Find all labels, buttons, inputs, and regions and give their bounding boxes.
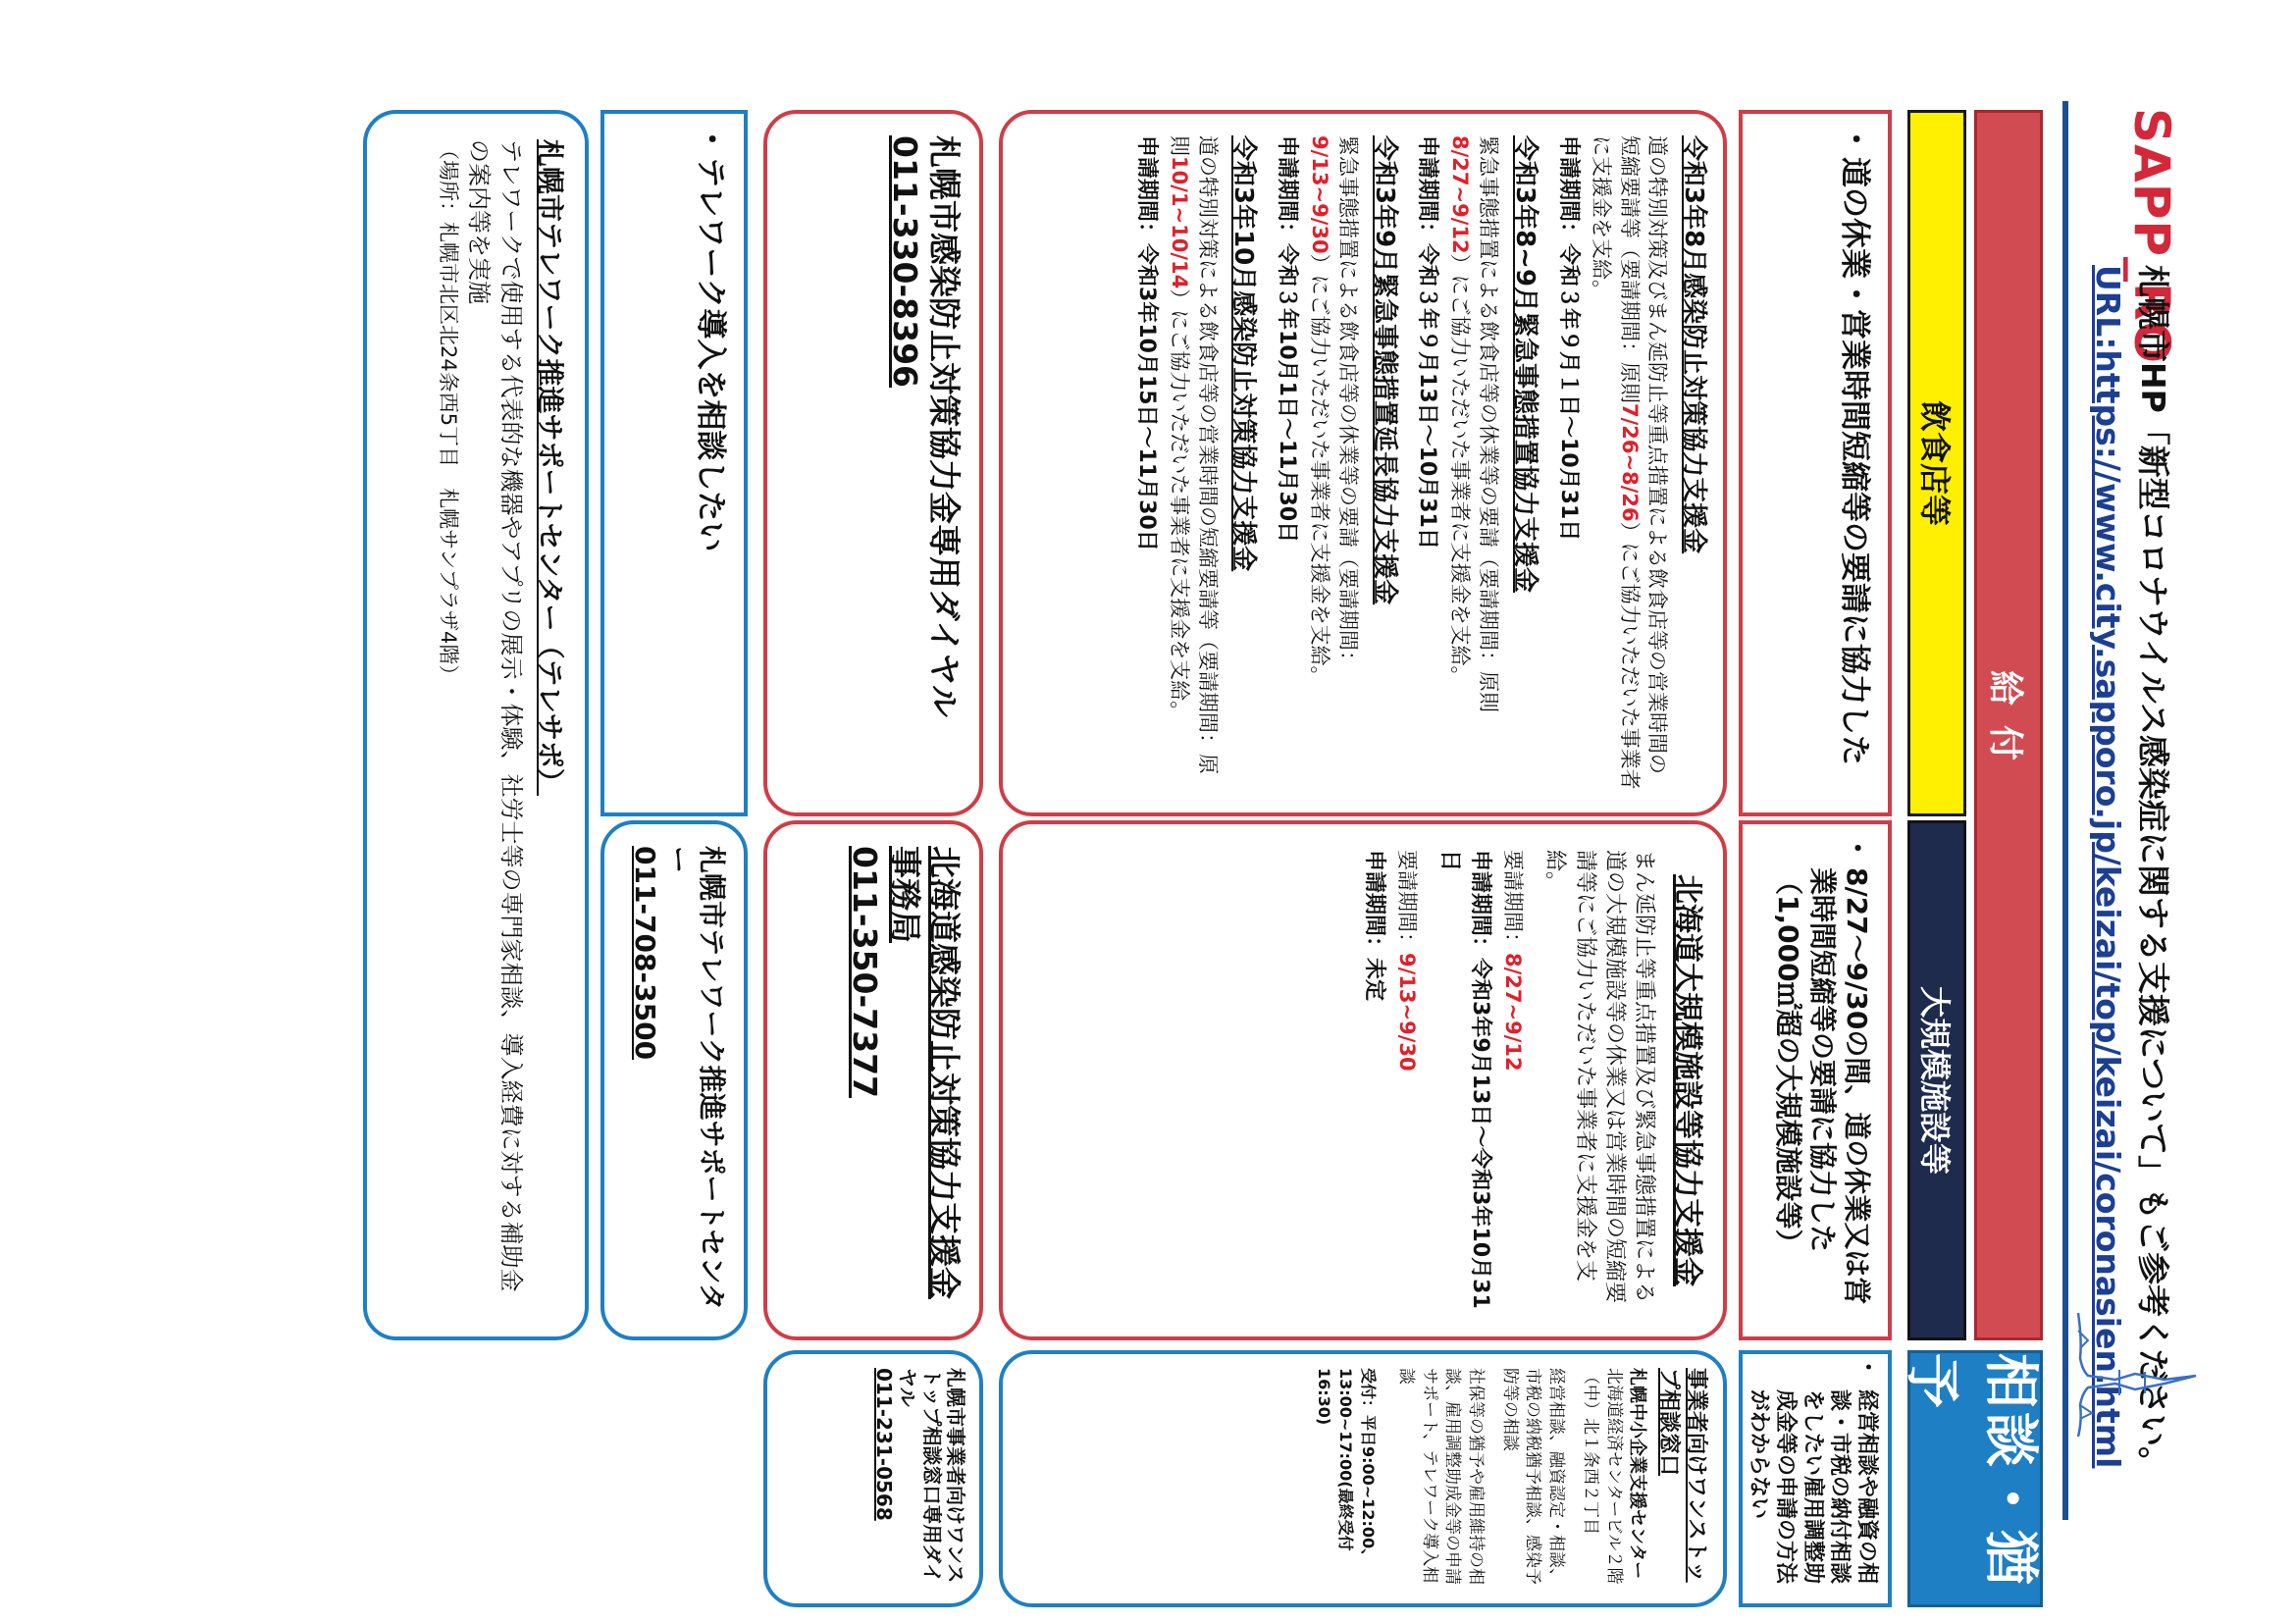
contact-phone[interactable]: 011-708-3500 (628, 846, 661, 1061)
application-label: 申請期間： (1361, 850, 1386, 959)
program-body: 緊急事態措置による飲食店等の休業等の要請（要請期間： (1336, 135, 1361, 671)
reference-url-link[interactable]: URL:https://www.city.sapporo.jp/keizai/top/keizai/coronasien.html (2089, 265, 2127, 1469)
inshoku-programs-panel (999, 110, 1727, 816)
program-body: 道の特別対策による飲食店等の営業時間の短縮要請等（要請期間：原則 (1167, 135, 1220, 774)
kyufu-band: 給付 (1974, 110, 2043, 1340)
service-list-a: 経営相談、融資認定・相談、市税の納税猶予相談、感染予防等の相談 (1500, 1368, 1566, 1585)
telework-contact-box (600, 820, 748, 1340)
program-location: （場所：札幌市北区北24条西5丁目 札幌サンプラザ4階） (436, 139, 460, 686)
daikibo-condition: ・ 8/27～9/30の間、道の休業又は営業時間短縮等の要請に協力した（1,000㎡超の大規模施設等） (1771, 842, 1874, 1319)
sodan-band: 相談・猶予 (1907, 1350, 2043, 1607)
application-period: 令和３年９月１日～10月31日 (1555, 243, 1581, 542)
daikibo-band: 大規模施設等 (1907, 820, 1966, 1340)
daikibo-program-panel (999, 820, 1727, 1340)
program-body-end: ）にご協力いただいた事業者に支援金を支給。 (1167, 288, 1191, 722)
telework-panel (363, 110, 589, 1340)
request-period: 8/27~9/12 (1448, 135, 1473, 254)
program-body-end: ）にご協力いただいた事業者に支援金を支給。 (1589, 135, 1642, 790)
center-name: 札幌中小企業支援センター (1627, 1368, 1647, 1580)
inshoku-condition: ・ 道の休業・営業時間短縮等の要請に協力した (1835, 131, 1874, 795)
program-item (1130, 135, 1259, 791)
program-title: 令和3年9月緊急事態措置延長協力支援金 (1369, 135, 1399, 605)
program-item (1271, 135, 1399, 791)
program-body-end: ）にご協力いただいた事業者に支援金を支給。 (1448, 253, 1473, 687)
onestop-contact-box (763, 1350, 983, 1607)
application-label: 申請期間： (1467, 850, 1492, 959)
application-period: 令和３年10月1日～11月30日 (1275, 243, 1300, 544)
application-label: 申請期間： (1415, 135, 1440, 244)
program-body: 道の特別対策及びまん延防止等重点措置による飲食店等の営業時間の短縮要請等（要請期間：原則 (1617, 135, 1670, 774)
hp-reference-note: 札幌市HP「新型コロナウイルス感染症に関する支援について」もご参考ください。 (2134, 265, 2172, 1480)
program-title: 令和3年10月感染防止対策協力支援金 (1228, 135, 1259, 572)
program-title: 札幌市テレワーク推進サポートセンター（テレサポ） (534, 139, 566, 796)
program-item (1552, 135, 1709, 791)
onestop-panel (999, 1350, 1727, 1607)
daikibo-contact-box (763, 820, 983, 1340)
inshoku-condition-box (1739, 110, 1892, 816)
program-body-end: ）にご協力いただいた事業者に支援金を支給。 (1308, 253, 1332, 687)
application-period: 令和3年10月15日～11月30日 (1133, 243, 1159, 551)
onestop-condition-box (1739, 1350, 1892, 1607)
inshoku-contact-box (763, 110, 983, 816)
application-period: 令和3年9月13日～令和3年10月31日 (1436, 850, 1492, 1309)
daikibo-condition-box (1739, 820, 1892, 1340)
program-body: まん延防止等重点措置及び緊急事態措置による道の大規模施設等の休業又は営業時間の短縮要請等にご協力いただいた事業者に支援金を支給。 (1542, 850, 1657, 1304)
telework-condition-box (600, 110, 748, 816)
request-period: 8/27~9/12 (1501, 953, 1526, 1072)
telework-condition: ・ テレワーク導入を相談したい (691, 131, 730, 795)
request-period: 10/1~10/14 (1167, 156, 1191, 289)
application-label: 申請期間： (1133, 135, 1159, 244)
program-item (1412, 135, 1540, 791)
header-divider (2062, 101, 2068, 1520)
program-title: 北海道大規模施設等協力支援金 (1670, 874, 1704, 1286)
contact-name: 札幌市テレワーク推進サポートセンター (661, 846, 728, 1311)
reception-hours: 受付：平日9:00~12:00、13:00~17:00(最終受付16:30) (1314, 1368, 1378, 1565)
service-list-b: 社保等の猶予や雇用維持の相談、雇用調整助成金等の申請サポート、テレワーク導入相談 (1396, 1368, 1486, 1585)
program-title: 令和3年8~9月緊急事態措置協力支援金 (1509, 135, 1539, 594)
program-title: 事業者向けワンストップ相談窓口 (1656, 1368, 1708, 1583)
request-period: 9/13~9/30 (1395, 953, 1420, 1072)
request-period: 7/26~8/26 (1617, 403, 1642, 522)
program-body: テレワークで使用する代表的な機器やアプリの展示・体験、社労士等の専門家相談、導入経費に対する補助金の案内等を実施 (464, 139, 525, 1292)
request-period: 9/13~9/30 (1308, 135, 1332, 254)
tv-tower-illustration-icon (2074, 1311, 2204, 1439)
contact-phone[interactable]: 011-330-8396 (885, 135, 924, 389)
request-label: 要請期間： (1501, 850, 1526, 953)
contact-name: 北海道感染防止対策協力支援金事務局 (885, 846, 964, 1299)
application-label: 申請期間： (1275, 135, 1300, 244)
application-label: 申請期間： (1555, 135, 1581, 244)
application-period: 令和３年９月13日～10月31日 (1415, 243, 1440, 550)
program-title: 令和3年8月感染防止対策協力支援金 (1679, 135, 1708, 554)
application-period: 未定 (1361, 958, 1386, 1002)
program-body: 緊急事態措置による飲食店等の休業等の要請（要請期間：原則 (1477, 135, 1501, 712)
contact-name: 札幌市感染防止対策協力金専用ダイヤル (925, 135, 964, 718)
request-label: 要請期間： (1395, 850, 1420, 953)
contact-phone[interactable]: 011-350-7377 (846, 846, 885, 1099)
onestop-condition: ・ 経営相談や融資の相談・市税の納付相談をしたい雇用調整助成金等の申請の方法がわからない (1746, 1364, 1881, 1594)
sapporo-logo: SAPP_RO (2123, 108, 2180, 365)
inshoku-band: 飲食店等 (1907, 110, 1966, 816)
contact-name: 札幌市事業者向けワンストップ相談窓口専用ダイヤル (896, 1368, 967, 1584)
center-address: 北海道経済センタービル２階（中）北１条西２丁目 (1581, 1368, 1624, 1585)
contact-phone[interactable]: 011-231-0568 (871, 1368, 896, 1521)
